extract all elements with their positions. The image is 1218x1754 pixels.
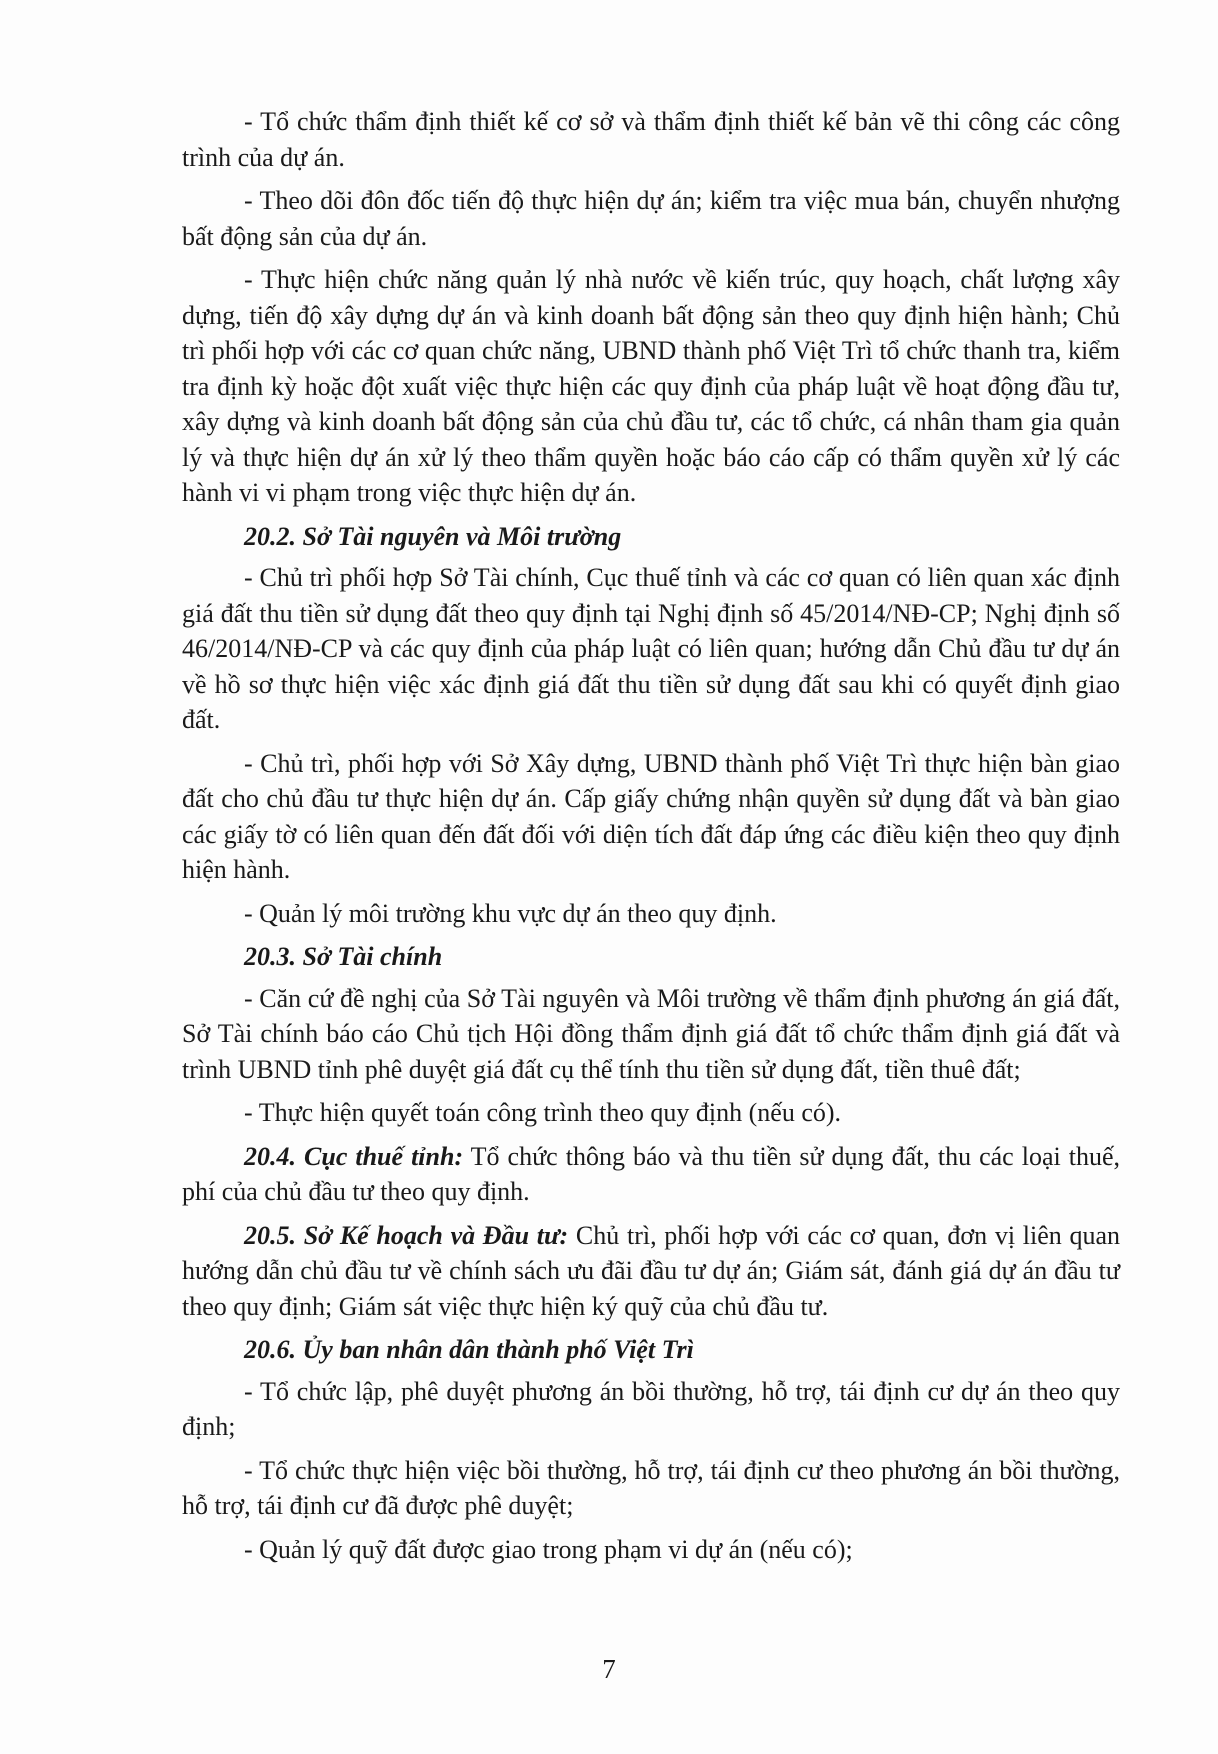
paragraph: - Quản lý quỹ đất được giao trong phạm vi dự án (nếu có); [244,1534,853,1564]
paragraph: - Tổ chức lập, phê duyệt phương án bồi thường, hỗ trợ, tái định cư dự án theo quy định; [182,1376,1120,1441]
document-body [182,104,1120,1575]
paragraph: - Tổ chức thẩm định thiết kế cơ sở và thẩm định thiết kế bản vẽ thi công các công trình của dự án. [182,107,1120,172]
paragraph: - Quản lý môi trường khu vực dự án theo quy định. [244,898,777,928]
paragraph: - Chủ trì phối hợp Sở Tài chính, Cục thuế tỉnh và các cơ quan có liên quan xác định giá đất thu tiền sử dụng đất theo quy định tại Nghị định số 45/2014/NĐ-CP; Nghị định số 46/2014/NĐ-CP và các quy định của pháp luật có liên quan; hướng dẫn Chủ đầu tư dự án về hồ sơ thực hiện việc xác định giá đất thu tiền sử dụng đất sau khi có quyết định giao đất. [182,563,1120,734]
section-heading-20-6: 20.6. Ủy ban nhân dân thành phố Việt Trì [244,1335,694,1364]
page-number: 7 [602,1654,616,1684]
section-heading-20-3: 20.3. Sở Tài chính [244,942,443,971]
paragraph: - Căn cứ đề nghị của Sở Tài nguyên và Môi trường về thẩm định phương án giá đất, Sở Tài chính báo cáo Chủ tịch Hội đồng thẩm định giá đất tổ chức thẩm định giá đất và trình UBND tỉnh phê duyệt giá đất cụ thể tính thu tiền sử dụng đất, tiền thuê đất; [182,983,1120,1084]
section-heading-20-2: 20.2. Sở Tài nguyên và Môi trường [244,521,622,551]
paragraph: - Thực hiện quyết toán công trình theo quy định (nếu có). [244,1098,842,1127]
paragraph: - Theo dõi đôn đốc tiến độ thực hiện dự án; kiểm tra việc mua bán, chuyển nhượng bất động sản của dự án. [182,186,1120,251]
section-heading-20-5: 20.5. Sở Kế hoạch và Đầu tư: [244,1220,569,1250]
paragraph: - Thực hiện chức năng quản lý nhà nước về kiến trúc, quy hoạch, chất lượng xây dựng, tiến độ xây dựng dự án và kinh doanh bất động sản theo quy định hiện hành; Chủ trì phối hợp với các cơ quan chức năng, UBND thành phố Việt Trì tổ chức thanh tra, kiểm tra định kỳ hoặc đột xuất việc thực hiện các quy định của pháp luật về hoạt động đầu tư, xây dựng và kinh doanh bất động sản của chủ đầu tư, các tổ chức, cá nhân tham gia quản lý và thực hiện dự án xử lý theo thẩm quyền hoặc báo cáo cấp có thẩm quyền xử lý các hành vi vi phạm trong việc thực hiện dự án. [182,265,1120,507]
section-20-4-text: Tổ chức thông báo và thu tiền sử dụng đất, thu các loại thuế, phí của chủ đầu tư theo quy định. [182,1141,1120,1206]
paragraph: - Chủ trì, phối hợp với Sở Xây dựng, UBND thành phố Việt Trì thực hiện bàn giao đất cho chủ đầu tư thực hiện dự án. Cấp giấy chứng nhận quyền sử dụng đất và bàn giao các giấy tờ có liên quan đến đất đối với diện tích đất đáp ứng các điều kiện theo quy định hiện hành. [182,748,1120,884]
section-20-5 [182,1218,1120,1325]
paragraph: - Tổ chức thực hiện việc bồi thường, hỗ trợ, tái định cư theo phương án bồi thường, hỗ trợ, tái định cư đã được phê duyệt; [182,1455,1120,1520]
section-heading-20-4: 20.4. Cục thuế tỉnh: [244,1141,464,1171]
section-20-5-text: Chủ trì, phối hợp với các cơ quan, đơn vị liên quan hướng dẫn chủ đầu tư về chính sách ưu đãi đầu tư dự án; Giám sát, đánh giá dự án đầu tư theo quy định; Giám sát việc thực hiện ký quỹ của chủ đầu tư. [182,1220,1120,1321]
section-20-4 [182,1139,1120,1210]
